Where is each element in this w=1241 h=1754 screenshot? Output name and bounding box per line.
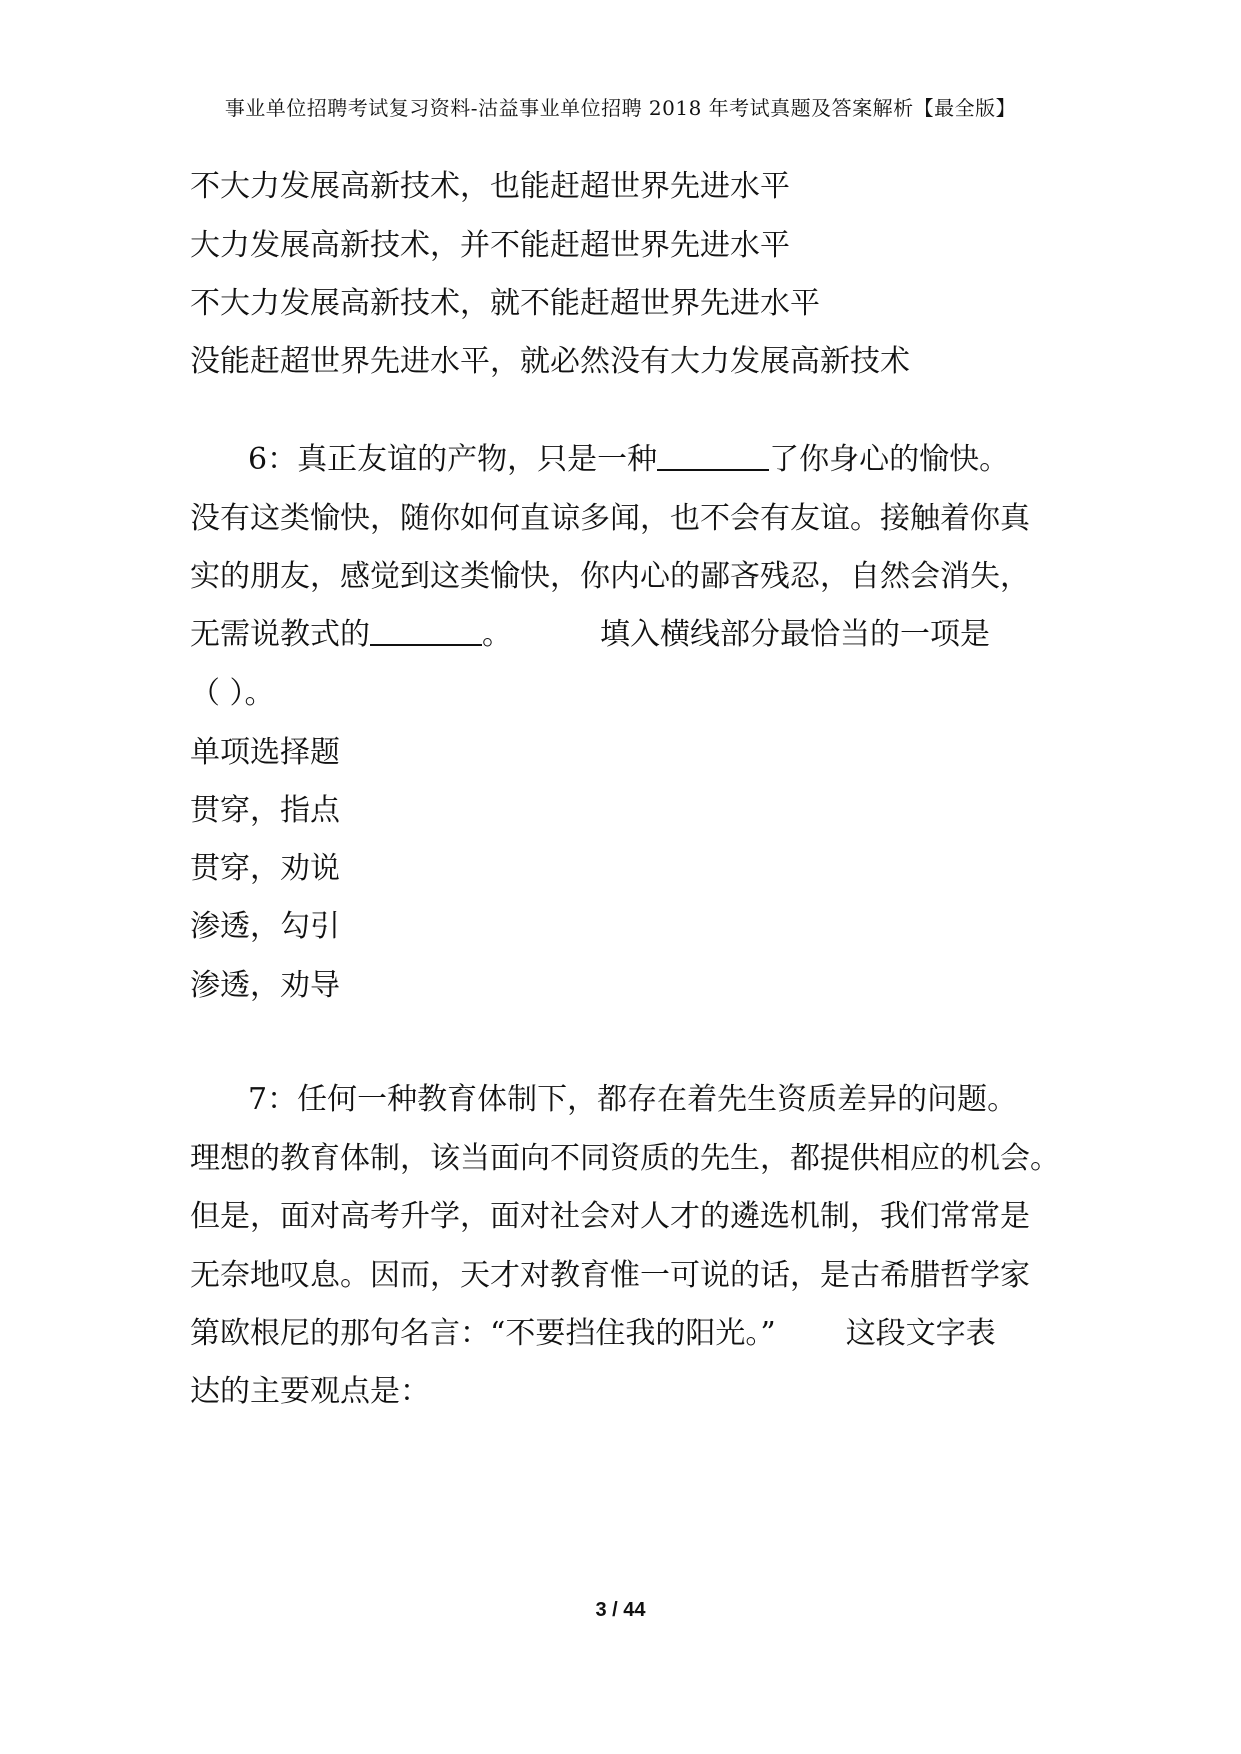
- q6-line-1: [248, 438, 1009, 482]
- q6-blank-2: [370, 614, 482, 646]
- q6-line-3: 实的朋友，感觉到这类愉快，你内心的鄙吝残忍，自然会消失，: [190, 559, 1030, 594]
- q6-line-2: 没有这类愉快，随你如何直谅多闻，也不会有友谊。接触着你真: [190, 501, 1030, 536]
- q6-text-4a: 无需说教式的: [190, 617, 370, 652]
- q5-option-c: 不大力发展高新技术，就不能赶超世界先进水平: [190, 286, 820, 321]
- q7-line-5: [190, 1312, 996, 1356]
- q6-text-4b: 。: [482, 617, 512, 652]
- q6-option-b: 贯穿，劝说: [190, 851, 340, 886]
- q7-line-1: 7：任何一种教育体制下，都存在着先生资质差异的问题。: [248, 1082, 1018, 1117]
- q6-line-5: （ ）。: [190, 676, 275, 711]
- q7-line-3: 但是，面对高考升学，面对社会对人才的遴选机制，我们常常是: [190, 1199, 1030, 1234]
- q6-blank-1: [657, 439, 769, 471]
- q7-text-5a: 第欧根尼的那句名言：“不要挡住我的阳光。”: [190, 1316, 776, 1351]
- q7-text-5b: 这段文字表: [845, 1316, 996, 1351]
- q6-option-d: 渗透，劝导: [190, 968, 340, 1003]
- q6-question-type: 单项选择题: [190, 735, 340, 770]
- q7-line-4: 无奈地叹息。因而，天才对教育惟一可说的话，是古希腊哲学家: [190, 1258, 1030, 1293]
- q5-option-a: 不大力发展高新技术，也能赶超世界先进水平: [190, 169, 790, 204]
- q6-text-1a: 6：真正友谊的产物，只是一种: [248, 442, 658, 477]
- page-number: 3 / 44: [595, 1599, 646, 1621]
- q7-line-2: 理想的教育体制，该当面向不同资质的先生，都提供相应的机会。: [190, 1141, 1060, 1176]
- q6-text-1b: 了你身心的愉快。: [769, 442, 1010, 477]
- q6-option-c: 渗透，勾引: [190, 909, 340, 944]
- page-header: 事业单位招聘考试复习资料-沽益事业单位招聘 2018 年考试真题及答案解析【最全版】: [224, 96, 1017, 120]
- q5-option-b: 大力发展高新技术，并不能赶超世界先进水平: [190, 228, 790, 263]
- q5-option-d: 没能赶超世界先进水平，就必然没有大力发展高新技术: [190, 344, 910, 379]
- q6-option-a: 贯穿，指点: [190, 793, 340, 828]
- q7-line-6: 达的主要观点是：: [190, 1374, 430, 1409]
- q6-line-4: [190, 613, 990, 657]
- q6-text-4c: 填入横线部分最恰当的一项是: [600, 617, 990, 652]
